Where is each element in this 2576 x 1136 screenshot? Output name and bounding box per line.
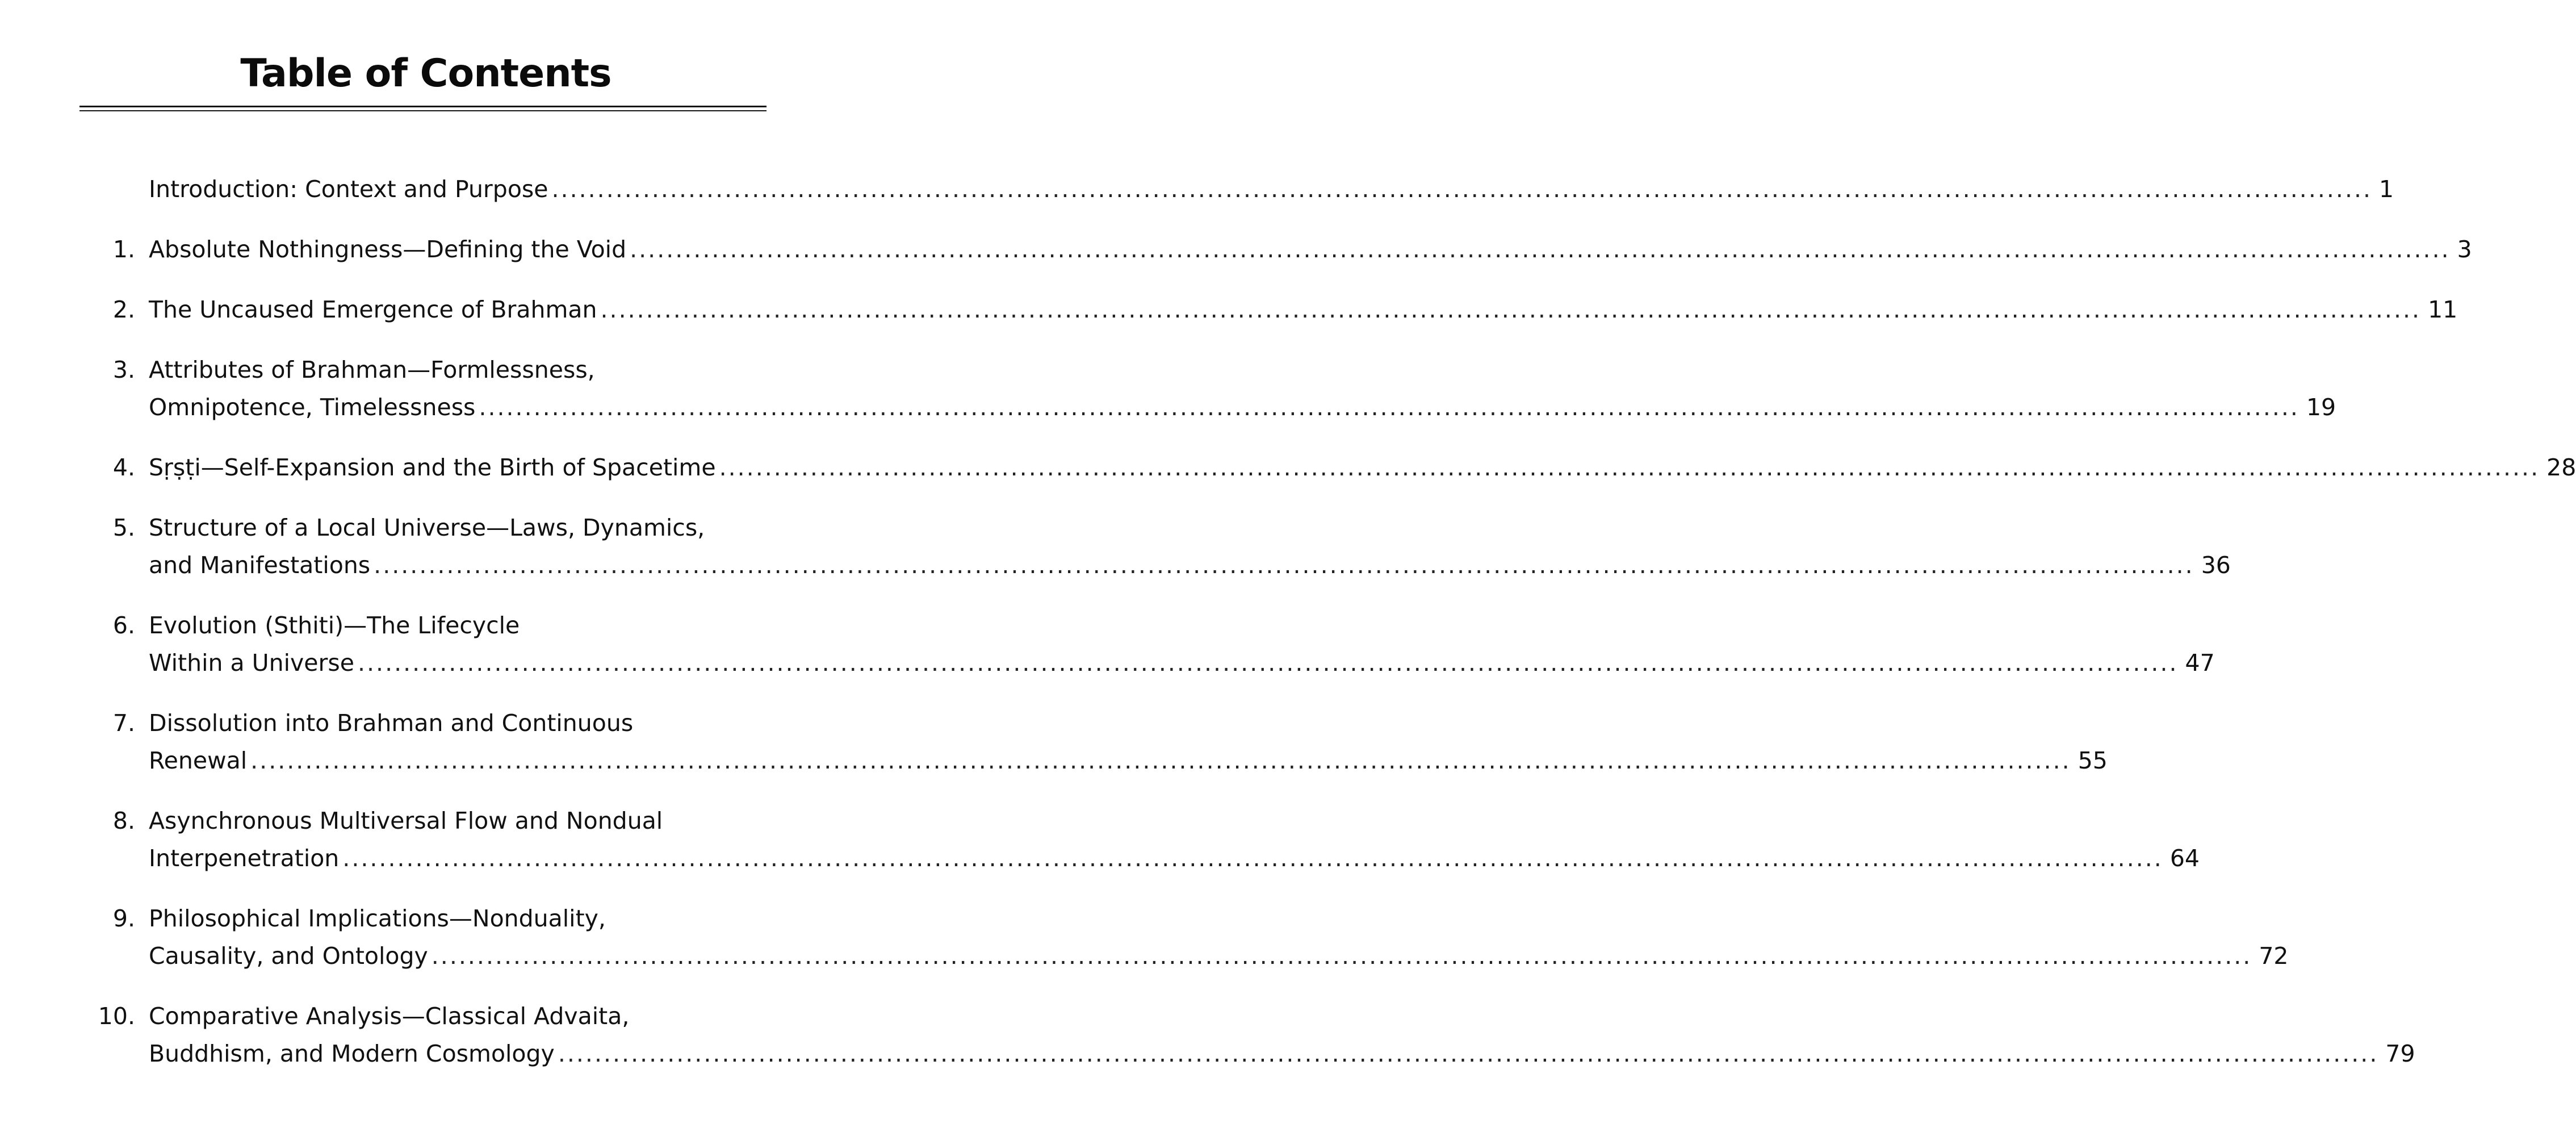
toc-entry-number: 1. bbox=[112, 236, 135, 263]
dot-leader: ........................................................................................................................................................................................................ bbox=[431, 942, 2252, 970]
toc-entry[interactable] bbox=[0, 351, 2336, 426]
toc-entry-number: 5. bbox=[112, 514, 135, 541]
toc-entry-number: 3. bbox=[112, 356, 135, 383]
dot-leader: ........................................................................................................................................................................................................ bbox=[357, 649, 2179, 676]
toc-entry[interactable] bbox=[0, 231, 2472, 268]
toc-entry-title: Within a Universe bbox=[149, 649, 354, 676]
toc-entry-number: 7. bbox=[112, 709, 135, 737]
toc-entry-title: Attributes of Brahman—Formlessness, bbox=[149, 356, 595, 383]
toc-entry-page-number: 28 bbox=[2546, 454, 2576, 481]
toc-entry-page-number: 64 bbox=[2169, 845, 2200, 872]
dot-leader: ........................................................................................................................................................................................................ bbox=[374, 552, 2194, 579]
dot-leader: ........................................................................................................................................................................................................ bbox=[719, 454, 2540, 481]
toc-entry[interactable] bbox=[0, 170, 2394, 208]
toc-entry-number: 2. bbox=[112, 296, 135, 323]
toc-entry-title: Comparative Analysis—Classical Advaita, bbox=[149, 1003, 630, 1030]
toc-entry-page-number: 72 bbox=[2259, 942, 2289, 970]
toc-entry-title: Introduction: Context and Purpose bbox=[149, 176, 548, 203]
dot-leader: ........................................................................................................................................................................................................ bbox=[551, 176, 2373, 203]
toc-entry-title: Dissolution into Brahman and Continuous bbox=[149, 709, 634, 737]
toc-entry-title: Philosophical Implications—Nonduality, bbox=[149, 905, 606, 932]
toc-entry-number: 4. bbox=[112, 454, 135, 481]
toc-entry-page-number: 3 bbox=[2457, 236, 2472, 263]
toc-entry-page-number: 47 bbox=[2185, 649, 2215, 676]
toc-entry-page-number: 19 bbox=[2306, 394, 2336, 421]
dot-leader: ........................................................................................................................................................................................................ bbox=[630, 236, 2451, 263]
toc-entry-number: 9. bbox=[112, 905, 135, 932]
toc-entry-title: Asynchronous Multiversal Flow and Nondual bbox=[149, 807, 663, 834]
toc-entry-page-number: 1 bbox=[2379, 176, 2394, 203]
toc-entry-title: Buddhism, and Modern Cosmology bbox=[149, 1040, 555, 1067]
dot-leader: ........................................................................................................................................................................................................ bbox=[250, 747, 2071, 774]
toc-entry-page-number: 11 bbox=[2428, 296, 2458, 323]
dot-leader: ........................................................................................................................................................................................................ bbox=[558, 1040, 2379, 1067]
dot-leader: ........................................................................................................................................................................................................ bbox=[479, 394, 2299, 421]
toc-entry[interactable] bbox=[0, 509, 2231, 584]
toc-entry-title: Causality, and Ontology bbox=[149, 942, 428, 970]
toc-entry[interactable] bbox=[0, 704, 2108, 779]
toc-entry[interactable] bbox=[0, 291, 2458, 328]
toc-entry-title: Absolute Nothingness—Defining the Void bbox=[149, 236, 627, 263]
toc-entry-title: Omnipotence, Timelessness bbox=[149, 394, 476, 421]
toc-entry-title: Renewal bbox=[149, 747, 248, 774]
toc-entry-title: Structure of a Local Universe—Laws, Dynamics, bbox=[149, 514, 705, 541]
toc-entry[interactable] bbox=[0, 607, 2215, 682]
toc-entry-title: Sṛṣṭi—Self-Expansion and the Birth of Spacetime bbox=[149, 454, 716, 481]
toc-entry-title: Interpenetration bbox=[149, 845, 340, 872]
toc-entry[interactable] bbox=[0, 802, 2200, 877]
toc-entry[interactable] bbox=[0, 449, 2576, 486]
toc-entry-page-number: 55 bbox=[2077, 747, 2108, 774]
toc-entry-number: 10. bbox=[98, 1003, 135, 1030]
dot-leader: ........................................................................................................................................................................................................ bbox=[342, 845, 2163, 872]
toc-entry-number: 8. bbox=[112, 807, 135, 834]
toc-entry-title: Evolution (Sthiti)—The Lifecycle bbox=[149, 612, 520, 639]
page-title: Table of Contents bbox=[240, 51, 611, 96]
title-underline-thick bbox=[79, 106, 766, 107]
toc-entry-page-number: 79 bbox=[2385, 1040, 2415, 1067]
toc-entry-page-number: 36 bbox=[2201, 552, 2231, 579]
toc-entry[interactable] bbox=[0, 900, 2289, 975]
toc-entry-number: 6. bbox=[112, 612, 135, 639]
title-underline-thin bbox=[79, 110, 766, 111]
toc-entry-title: The Uncaused Emergence of Brahman bbox=[149, 296, 597, 323]
toc-entry-title: and Manifestations bbox=[149, 552, 371, 579]
toc-entry[interactable] bbox=[0, 997, 2415, 1072]
dot-leader: ........................................................................................................................................................................................................ bbox=[600, 296, 2422, 323]
